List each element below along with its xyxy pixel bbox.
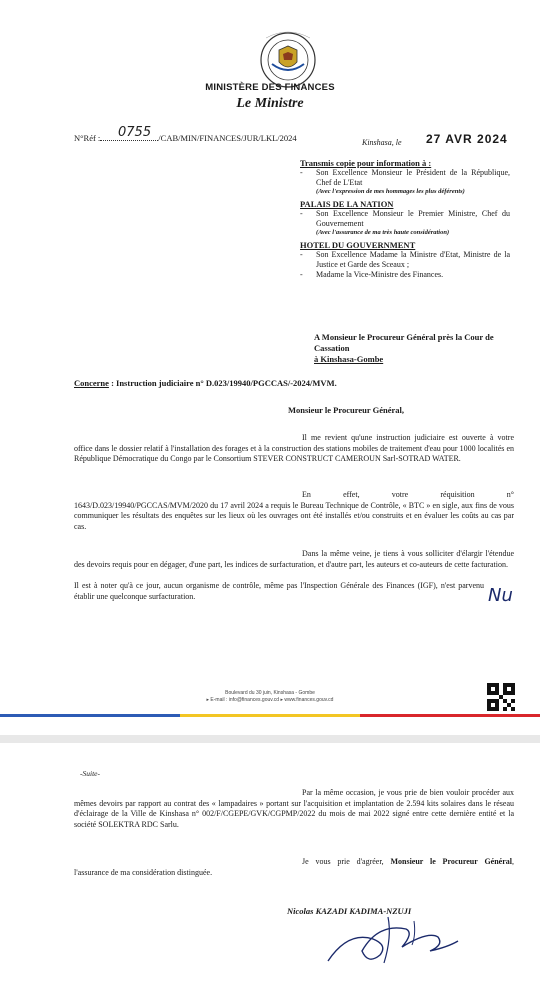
subject-label: Concerne [74, 378, 109, 388]
signatory-name: Nicolas KAZADI KADIMA-NZUJI [287, 906, 412, 916]
copy-recipient: - Son Excellence Madame la Ministre d'Etat, Ministre de la Justice et Garde des Sceaux ; [300, 250, 510, 270]
copy-recipient: - Madame la Vice-Ministre des Finances. [300, 270, 510, 280]
closing-text: , l'assurance de ma considération distinguée. [74, 857, 514, 877]
copies-list [300, 158, 510, 280]
copies-title: Transmis copie pour information à : [300, 158, 432, 168]
body-paragraph: Il est à noter qu'à ce jour, aucun organisme de contrôle, même pas l'Inspection Générale des Finances (IGF), n'est parvenu établir une quelconque surfacturation. [74, 581, 484, 601]
closing-paragraph [74, 857, 514, 878]
body-paragraph: En effet, votre réquisition n° 1643/D.023/19940/PGCCAS/MVM/2020 du 17 avril 2024 a requis le Bureau Technique de Contrôle, « BTC » en sigle, aux fins de vous communiquer les résultats des enquêtes sur les lieux où les ouvrages ont été installés et/ou construits et en évaluer les coûts au cas par cas. [74, 490, 514, 531]
copies-heading-hotel: HOTEL DU GOUVERNMENT [300, 240, 416, 250]
reference-line [74, 133, 297, 143]
reference-code: /CAB/MIN/FINANCES/JUR/LKL/2024 [158, 133, 297, 143]
footer-contact: ▸ E-mail : info@finances.gouv.cd ▸ www.finances.gouv.cd [206, 697, 334, 703]
subject-text: : Instruction judiciaire n° D.023/19940/PGCCAS/-2024/MVM. [108, 378, 337, 388]
body-paragraph: Dans la même veine, je tiens à vous solliciter d'élargir l'étendue des devoirs requis pour en dégager, d'une part, les indices de surfacturation, et d'autre part, les auteurs et co-auteurs de cette facturation. [74, 549, 514, 569]
handwritten-initials: Nu [488, 585, 513, 606]
footer-address: Boulevard du 30 juin, Kinshasa - Gombe [225, 690, 315, 696]
copies-heading-palais: PALAIS DE LA NATION [300, 199, 394, 209]
ministry-title: MINISTÈRE DES FINANCES [205, 82, 335, 93]
flag-stripe-yellow [180, 714, 360, 717]
suite-marker: -Suite- [80, 769, 100, 778]
subject-line [74, 378, 337, 388]
reference-prefix: N°Réf : [74, 133, 101, 143]
body-paragraph: Il me revient qu'une instruction judiciaire est ouverte à votre office dans le dossier relatif à l'installation des forages et à la construction des stations mobiles de traitement d'eau pour 1000 localités en République Démocratique du Congo par le Consortium STEVER CONSTRUCT CAMEROUN Sarl-SOTRAD WATER. [74, 433, 514, 463]
addressee-block [314, 332, 514, 365]
minister-title: Le Ministre [236, 96, 304, 111]
addressee-line: A Monsieur le Procureur Général près la Cour de Cassation [314, 332, 494, 353]
flag-stripe-blue [0, 714, 180, 717]
qr-code-icon [487, 683, 515, 711]
reference-number-handwritten: 0755 [118, 125, 152, 140]
letter-page-2 [0, 743, 540, 990]
body-paragraph: Par la même occasion, je vous prie de bien vouloir procéder aux mêmes devoirs par rapport au contrat des « lampadaires » portant sur l'acquisition et implantation de 2.594 kits solaires dans le réseau d'éclairage de la Ville de Kinshasa n° 002/F/CGEPE/GVK/CGPMP/2022 du mois de mai 2022 signé entre cette dernière entité et la société SOLEKTRA RDC Sarlu. [74, 788, 514, 829]
addressee-location: à Kinshasa-Gombe [314, 354, 384, 364]
footer [0, 690, 540, 704]
flag-color-bar [0, 714, 540, 717]
copy-note: (Avec l'assurance de ma très haute considération) [316, 229, 450, 236]
flag-stripe-red [360, 714, 540, 717]
copy-note: (Avec l'expression de mes hommages les plus déférents) [316, 188, 465, 195]
salutation: Monsieur le Procureur Général, [288, 405, 404, 415]
closing-text: Je vous prie d'agréer, [302, 857, 391, 866]
date-stamp: 27 AVR 2024 [426, 132, 508, 146]
closing-addressee: Monsieur le Procureur Général [390, 857, 512, 866]
copy-recipient: - Son Excellence Monsieur le Président de la République, Chef de L'Etat [300, 168, 510, 188]
handwritten-signature [318, 911, 468, 967]
copy-recipient: - Son Excellence Monsieur le Premier Ministre, Chef du Gouvernement [300, 209, 510, 229]
dateline-place: Kinshasa, le [362, 138, 402, 147]
